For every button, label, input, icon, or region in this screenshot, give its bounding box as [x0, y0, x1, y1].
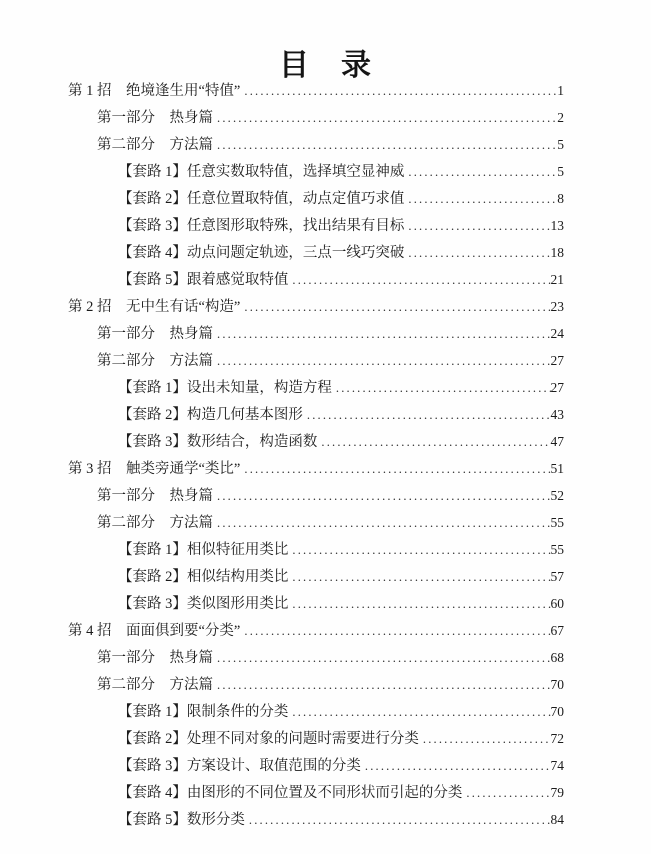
toc-entry-label: 【套路 1】限制条件的分类 [118, 704, 289, 720]
dot-leader [244, 456, 550, 483]
toc-entry [0, 77, 651, 104]
toc-entry-page: 60 [550, 596, 564, 611]
toc-entry-page: 2 [557, 110, 564, 125]
toc-entry-label: 第一部分 热身篇 [97, 488, 213, 504]
dot-leader [217, 348, 551, 375]
toc-entry-page: 84 [550, 812, 564, 827]
toc-entry [0, 563, 651, 590]
toc-entry [0, 725, 651, 752]
toc-entry-page: 24 [550, 326, 564, 341]
toc-entry-label: 第 2 招 无中生有话“构造” [68, 299, 241, 315]
toc-entry [0, 590, 651, 617]
toc-entry-page: 1 [557, 83, 564, 98]
toc-entry [0, 239, 651, 266]
toc-entry [0, 617, 651, 644]
toc-entry-page: 74 [550, 758, 564, 773]
toc-entry-label: 第一部分 热身篇 [97, 326, 213, 342]
toc-entry-label: 【套路 1】设出未知量，构造方程 [118, 380, 332, 396]
toc-entry-label: 【套路 3】任意图形取特殊，找出结果有目标 [118, 218, 405, 234]
toc-entry-label: 【套路 3】数形结合，构造函数 [118, 434, 318, 450]
dot-leader [321, 429, 550, 456]
toc-entry [0, 320, 651, 347]
toc-entry-label: 第二部分 方法篇 [97, 677, 213, 693]
toc-entry-page: 47 [550, 434, 564, 449]
toc-entry-page: 79 [550, 785, 564, 800]
toc-entry-page: 5 [557, 137, 564, 152]
dot-leader [292, 591, 550, 618]
dot-leader [423, 726, 551, 753]
toc-list [0, 77, 651, 833]
toc-entry-label: 【套路 4】由图形的不同位置及不同形状而引起的分类 [118, 785, 463, 801]
toc-entry-page: 21 [550, 272, 564, 287]
dot-leader [408, 240, 550, 267]
toc-entry [0, 698, 651, 725]
toc-entry [0, 779, 651, 806]
toc-entry-label: 第二部分 方法篇 [97, 137, 213, 153]
toc-entry [0, 428, 651, 455]
toc-entry [0, 455, 651, 482]
toc-entry-page: 55 [550, 515, 564, 530]
dot-leader [217, 105, 557, 132]
toc-entry-label: 第一部分 热身篇 [97, 650, 213, 666]
toc-entry-label: 【套路 2】相似结构用类比 [118, 569, 289, 585]
dot-leader [244, 618, 550, 645]
toc-entry-page: 23 [550, 299, 564, 314]
toc-entry [0, 293, 651, 320]
toc-entry [0, 131, 651, 158]
toc-entry [0, 536, 651, 563]
toc-entry [0, 482, 651, 509]
toc-entry [0, 806, 651, 833]
dot-leader [408, 213, 550, 240]
toc-entry-page: 70 [550, 704, 564, 719]
toc-entry-page: 72 [550, 731, 564, 746]
dot-leader [217, 510, 551, 537]
dot-leader [217, 132, 557, 159]
toc-entry [0, 401, 651, 428]
dot-leader [217, 672, 551, 699]
toc-entry-label: 第 1 招 绝境逢生用“特值” [68, 83, 241, 99]
toc-entry [0, 347, 651, 374]
page-title: 目 录 [279, 49, 372, 82]
dot-leader [249, 807, 551, 834]
toc-entry-label: 【套路 1】相似特征用类比 [118, 542, 289, 558]
dot-leader [244, 294, 550, 321]
dot-leader [408, 186, 557, 213]
toc-entry [0, 185, 651, 212]
toc-entry-label: 【套路 2】任意位置取特值，动点定值巧求值 [118, 191, 405, 207]
dot-leader [466, 780, 550, 807]
dot-leader [292, 699, 550, 726]
toc-entry-page: 68 [550, 650, 564, 665]
toc-entry-page: 55 [550, 542, 564, 557]
toc-entry [0, 266, 651, 293]
toc-entry-label: 第 3 招 触类旁通学“类比” [68, 461, 241, 477]
toc-entry-page: 57 [550, 569, 564, 584]
toc-entry-label: 第一部分 热身篇 [97, 110, 213, 126]
dot-leader [408, 159, 557, 186]
toc-entry-page: 27 [550, 380, 564, 395]
toc-entry-page: 27 [550, 353, 564, 368]
dot-leader [244, 78, 557, 105]
dot-leader [336, 375, 551, 402]
toc-entry-label: 【套路 3】方案设计、取值范围的分类 [118, 758, 361, 774]
dot-leader [365, 753, 551, 780]
dot-leader [292, 267, 550, 294]
toc-entry-label: 【套路 4】动点问题定轨迹，三点一线巧突破 [118, 245, 405, 261]
dot-leader [292, 537, 550, 564]
toc-entry-page: 8 [557, 191, 564, 206]
toc-entry-label: 【套路 2】构造几何基本图形 [118, 407, 303, 423]
toc-entry-page: 18 [550, 245, 564, 260]
toc-entry-label: 【套路 1】任意实数取特值，选择填空显神威 [118, 164, 405, 180]
toc-entry [0, 104, 651, 131]
toc-entry-label: 【套路 5】数形分类 [118, 812, 245, 828]
toc-entry-page: 70 [550, 677, 564, 692]
toc-entry-label: 【套路 2】处理不同对象的问题时需要进行分类 [118, 731, 419, 747]
dot-leader [217, 483, 551, 510]
toc-entry-page: 43 [550, 407, 564, 422]
dot-leader [217, 645, 551, 672]
toc-entry-label: 【套路 3】类似图形用类比 [118, 596, 289, 612]
toc-entry-page: 51 [550, 461, 564, 476]
toc-entry-label: 第 4 招 面面俱到要“分类” [68, 623, 241, 639]
toc-entry [0, 212, 651, 239]
toc-entry-page: 52 [550, 488, 564, 503]
toc-entry [0, 509, 651, 536]
toc-entry [0, 374, 651, 401]
dot-leader [217, 321, 551, 348]
toc-entry-label: 【套路 5】跟着感觉取特值 [118, 272, 289, 288]
toc-entry [0, 644, 651, 671]
toc-entry-label: 第二部分 方法篇 [97, 353, 213, 369]
dot-leader [292, 564, 550, 591]
toc-entry-page: 67 [550, 623, 564, 638]
dot-leader [307, 402, 551, 429]
toc-entry-page: 5 [557, 164, 564, 179]
toc-entry-page: 13 [550, 218, 564, 233]
toc-entry [0, 671, 651, 698]
toc-entry [0, 752, 651, 779]
toc-entry-label: 第二部分 方法篇 [97, 515, 213, 531]
toc-entry [0, 158, 651, 185]
